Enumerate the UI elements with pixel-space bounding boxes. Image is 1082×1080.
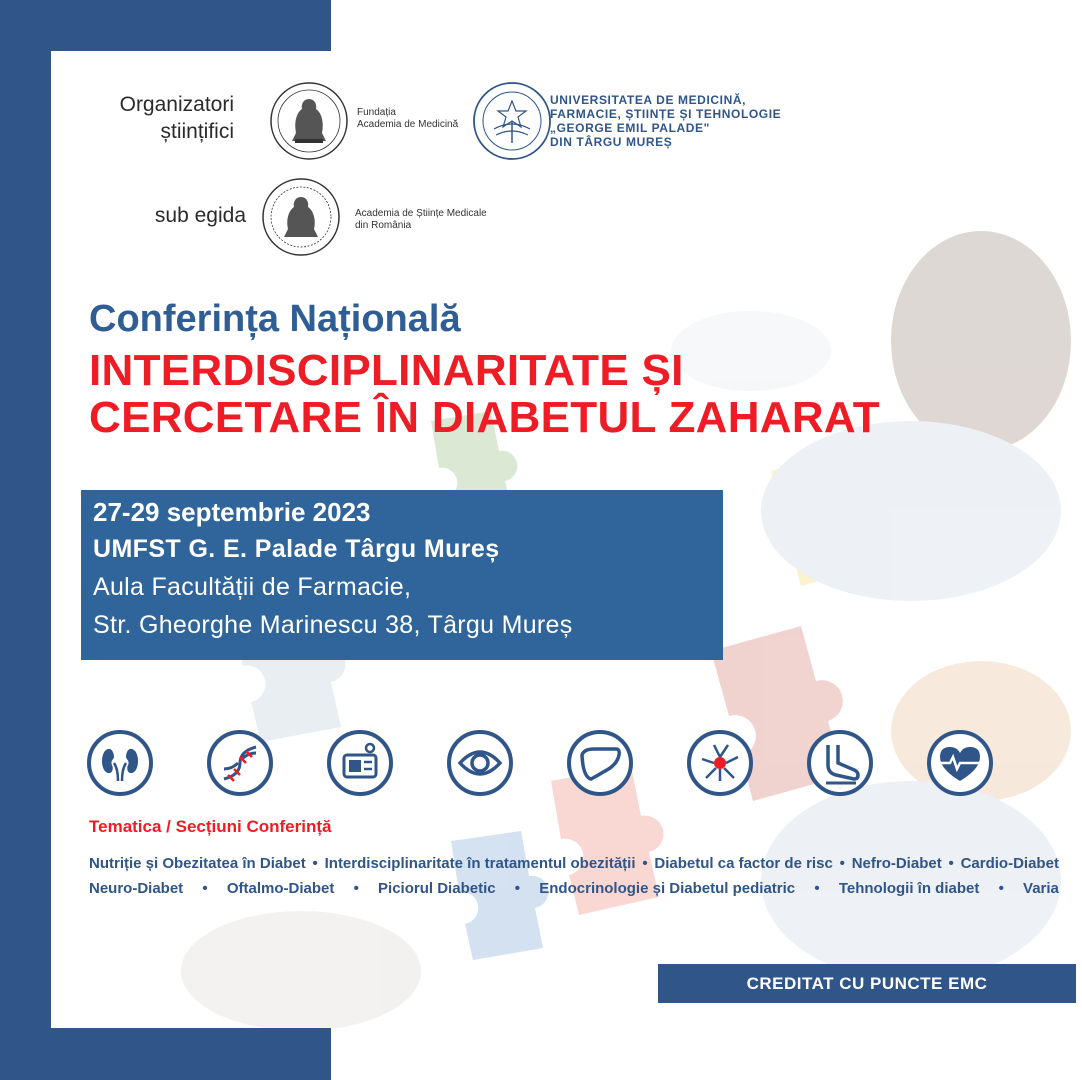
topic-item: Cardio-Diabet (960, 855, 1059, 872)
kidney-icon (86, 729, 154, 797)
topic-icons-row (86, 729, 1006, 801)
organizers-label: Organizatori științifici (119, 93, 234, 143)
topics-heading: Tematica / Secțiuni Conferință (89, 817, 332, 836)
event-date: 27-29 septembrie 2023 (93, 497, 371, 527)
medical-device-icon (326, 729, 394, 797)
academy-caption: Academia de Științe Medicale din România (355, 208, 487, 231)
fundatia-caption: Fundația Academia de Medicină (357, 107, 459, 130)
patronage-label: sub egida (154, 204, 246, 227)
topic-item: Neuro-Diabet (89, 880, 184, 897)
topic-item: Endocrinologie și Diabetul pediatric (539, 880, 796, 897)
foot-icon (806, 729, 874, 797)
umf-tirgu-mures-seal-icon (472, 81, 552, 161)
event-info-box (81, 490, 723, 660)
neuron-icon (686, 729, 754, 797)
heart-icon (926, 729, 994, 797)
topic-item: Nutriție și Obezitatea în Diabet (89, 855, 306, 872)
topics-row-1: Nutriție și Obezitatea în Diabet • Interdisciplinaritate în tratamentul obezității • Diabetul ca factor de risc • Nefro-Diabet • Cardio-Diabet (89, 851, 1059, 876)
liver-icon (566, 729, 634, 797)
topic-item: Tehnologii în diabet (838, 880, 980, 897)
event-venue: UMFST G. E. Palade Târgu Mureș (93, 535, 500, 563)
academia-medicina-seal-icon (269, 81, 349, 161)
dna-icon (206, 729, 274, 797)
topics-list (89, 851, 1059, 901)
topic-item: Nefro-Diabet (851, 855, 942, 872)
topics-row-2: Neuro-Diabet • Oftalmo-Diabet • Piciorul Diabetic • Endocrinologie și Diabetul pediatric • Tehnologii în diabet • Varia (89, 876, 1059, 901)
event-address: Str. Gheorghe Marinescu 38, Târgu Mureș (93, 611, 573, 639)
conference-type-title: Conferința Națională (89, 298, 461, 340)
topic-item: Diabetul ca factor de risc (654, 855, 833, 872)
poster-card (51, 51, 1082, 1028)
topic-item: Oftalmo-Diabet (226, 880, 335, 897)
umf-name: UNIVERSITATEA DE MEDICINĂ, FARMACIE, ȘTIINȚE ȘI TEHNOLOGIE „GEORGE EMIL PALADE" DIN TÂRGU MUREȘ (550, 93, 782, 149)
conference-main-title: INTERDISCIPLINARITATE ȘI CERCETARE ÎN DIABETUL ZAHARAT (89, 346, 880, 442)
eye-icon (446, 729, 514, 797)
emc-credit-badge: CREDITAT CU PUNCTE EMC (658, 964, 1076, 1003)
topic-item: Interdisciplinaritate în tratamentul obezității (324, 855, 636, 872)
topic-item: Varia (1023, 880, 1059, 897)
topic-item: Piciorul Diabetic (378, 880, 496, 897)
event-hall: Aula Facultății de Farmacie, (93, 573, 412, 601)
academy-sciences-seal-icon (261, 177, 341, 257)
